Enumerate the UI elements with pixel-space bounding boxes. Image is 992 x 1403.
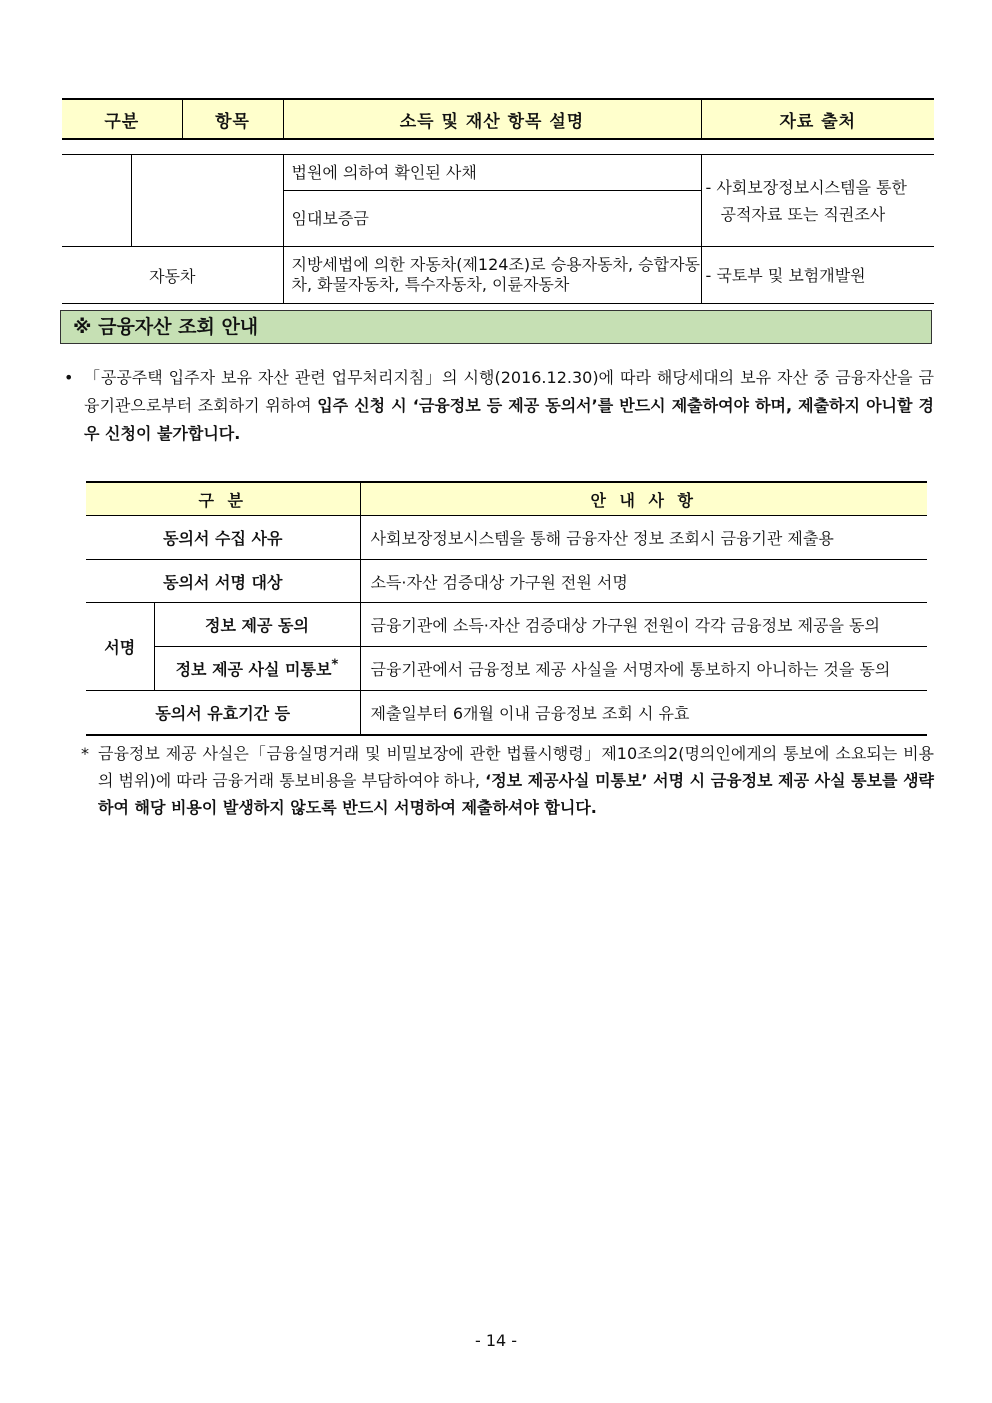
header-source: 자료 출처 <box>701 99 934 139</box>
row-label: 동의서 유효기간 등 <box>86 691 360 735</box>
footnote-emphasis: ‘정보 제공사실 미통보’ 서명 시 금융정보 제공 사실 통보를 생략하여 해당 비용이 발생하지 않도록 반드시 서명하여 제출하셔야 합니다. <box>98 771 934 817</box>
table-row <box>86 560 927 603</box>
page-number: - 14 - <box>474 1331 518 1350</box>
row-value: 금융기관에 소득·자산 검증대상 가구원 전원이 각각 금융정보 제공을 동의 <box>360 603 927 647</box>
deposit-description: 임대보증금 <box>283 191 701 247</box>
car-source: - 국토부 및 보험개발원 <box>701 247 934 304</box>
row-label: 동의서 수집 사유 <box>86 516 360 560</box>
notice-text: 「공공주택 입주자 보유 자산 관련 업무처리지침」의 시행(2016.12.30)에 따라 해당세대의 보유 자산 중 금융자산을 금융기관으로부터 조회하기 위하여 <box>84 368 934 415</box>
income-asset-table <box>62 98 934 304</box>
row-value: 금융기관에서 금융정보 제공 사실을 서명자에 통보하지 아니하는 것을 동의 <box>360 647 927 691</box>
footnote-text <box>98 740 934 821</box>
sign-group-label: 서명 <box>86 603 154 691</box>
table-header-row <box>86 482 927 516</box>
notice-emphasis: 입주 신청 시 ‘금융정보 등 제공 동의서’를 반드시 제출하여야 하며, 제출하지 아니할 경우 신청이 불가합니다. <box>84 396 934 443</box>
header-description: 소득 및 재산 항목 설명 <box>283 99 701 139</box>
shared-source-cell <box>701 155 934 247</box>
table-row <box>62 247 934 304</box>
footnote-star: * <box>81 744 89 763</box>
row-label: 동의서 서명 대상 <box>86 560 360 603</box>
row-label: 정보 제공 동의 <box>154 603 360 647</box>
row-label-with-mark <box>154 647 360 691</box>
source-line: 공적자료 또는 직권조사 <box>720 204 886 224</box>
header-category: 구 분 <box>86 482 360 516</box>
row-value: 사회보장정보시스템을 통해 금융자산 정보 조회시 금융기관 제출용 <box>360 516 927 560</box>
row-label: 정보 제공 사실 미통보 <box>175 660 332 679</box>
table-row <box>86 603 927 647</box>
car-label: 자동차 <box>62 247 283 304</box>
table-row <box>86 647 927 691</box>
debt-description: 법원에 의하여 확인된 사채 <box>283 155 701 191</box>
row-value: 제출일부터 6개월 이내 금융정보 조회 시 유효 <box>360 691 927 735</box>
table-row <box>86 516 927 560</box>
header-info: 안 내 사 항 <box>360 482 927 516</box>
footnote-mark: * <box>331 657 339 673</box>
section-heading: ※ 금융자산 조회 안내 <box>60 310 932 344</box>
row-value: 소득·자산 검증대상 가구원 전원 서명 <box>360 560 927 603</box>
bullet-mark: • <box>64 368 74 387</box>
source-line: - 사회보장정보시스템을 통한 <box>705 177 907 197</box>
header-item: 항목 <box>182 99 283 139</box>
table-row <box>62 155 934 191</box>
consent-info-table <box>86 481 927 736</box>
notice-paragraph <box>84 364 934 448</box>
car-description: 지방세법에 의한 자동차(제124조)로 승용자동차, 승합자동차, 화물자동차, 특수자동차, 이륜자동차 <box>283 247 701 304</box>
table-gap-row <box>62 139 934 155</box>
footnote-normal: 금융정보 제공 사실은「금융실명거래 및 비밀보장에 관한 법률시행령」제10조의2(명의인에게의 통보에 소요되는 비용의 범위)에 따라 금융거래 통보비용을 부담하여야 하나, <box>98 744 934 790</box>
header-category: 구분 <box>62 99 182 139</box>
table-row <box>86 691 927 735</box>
table-header-row <box>62 99 934 139</box>
